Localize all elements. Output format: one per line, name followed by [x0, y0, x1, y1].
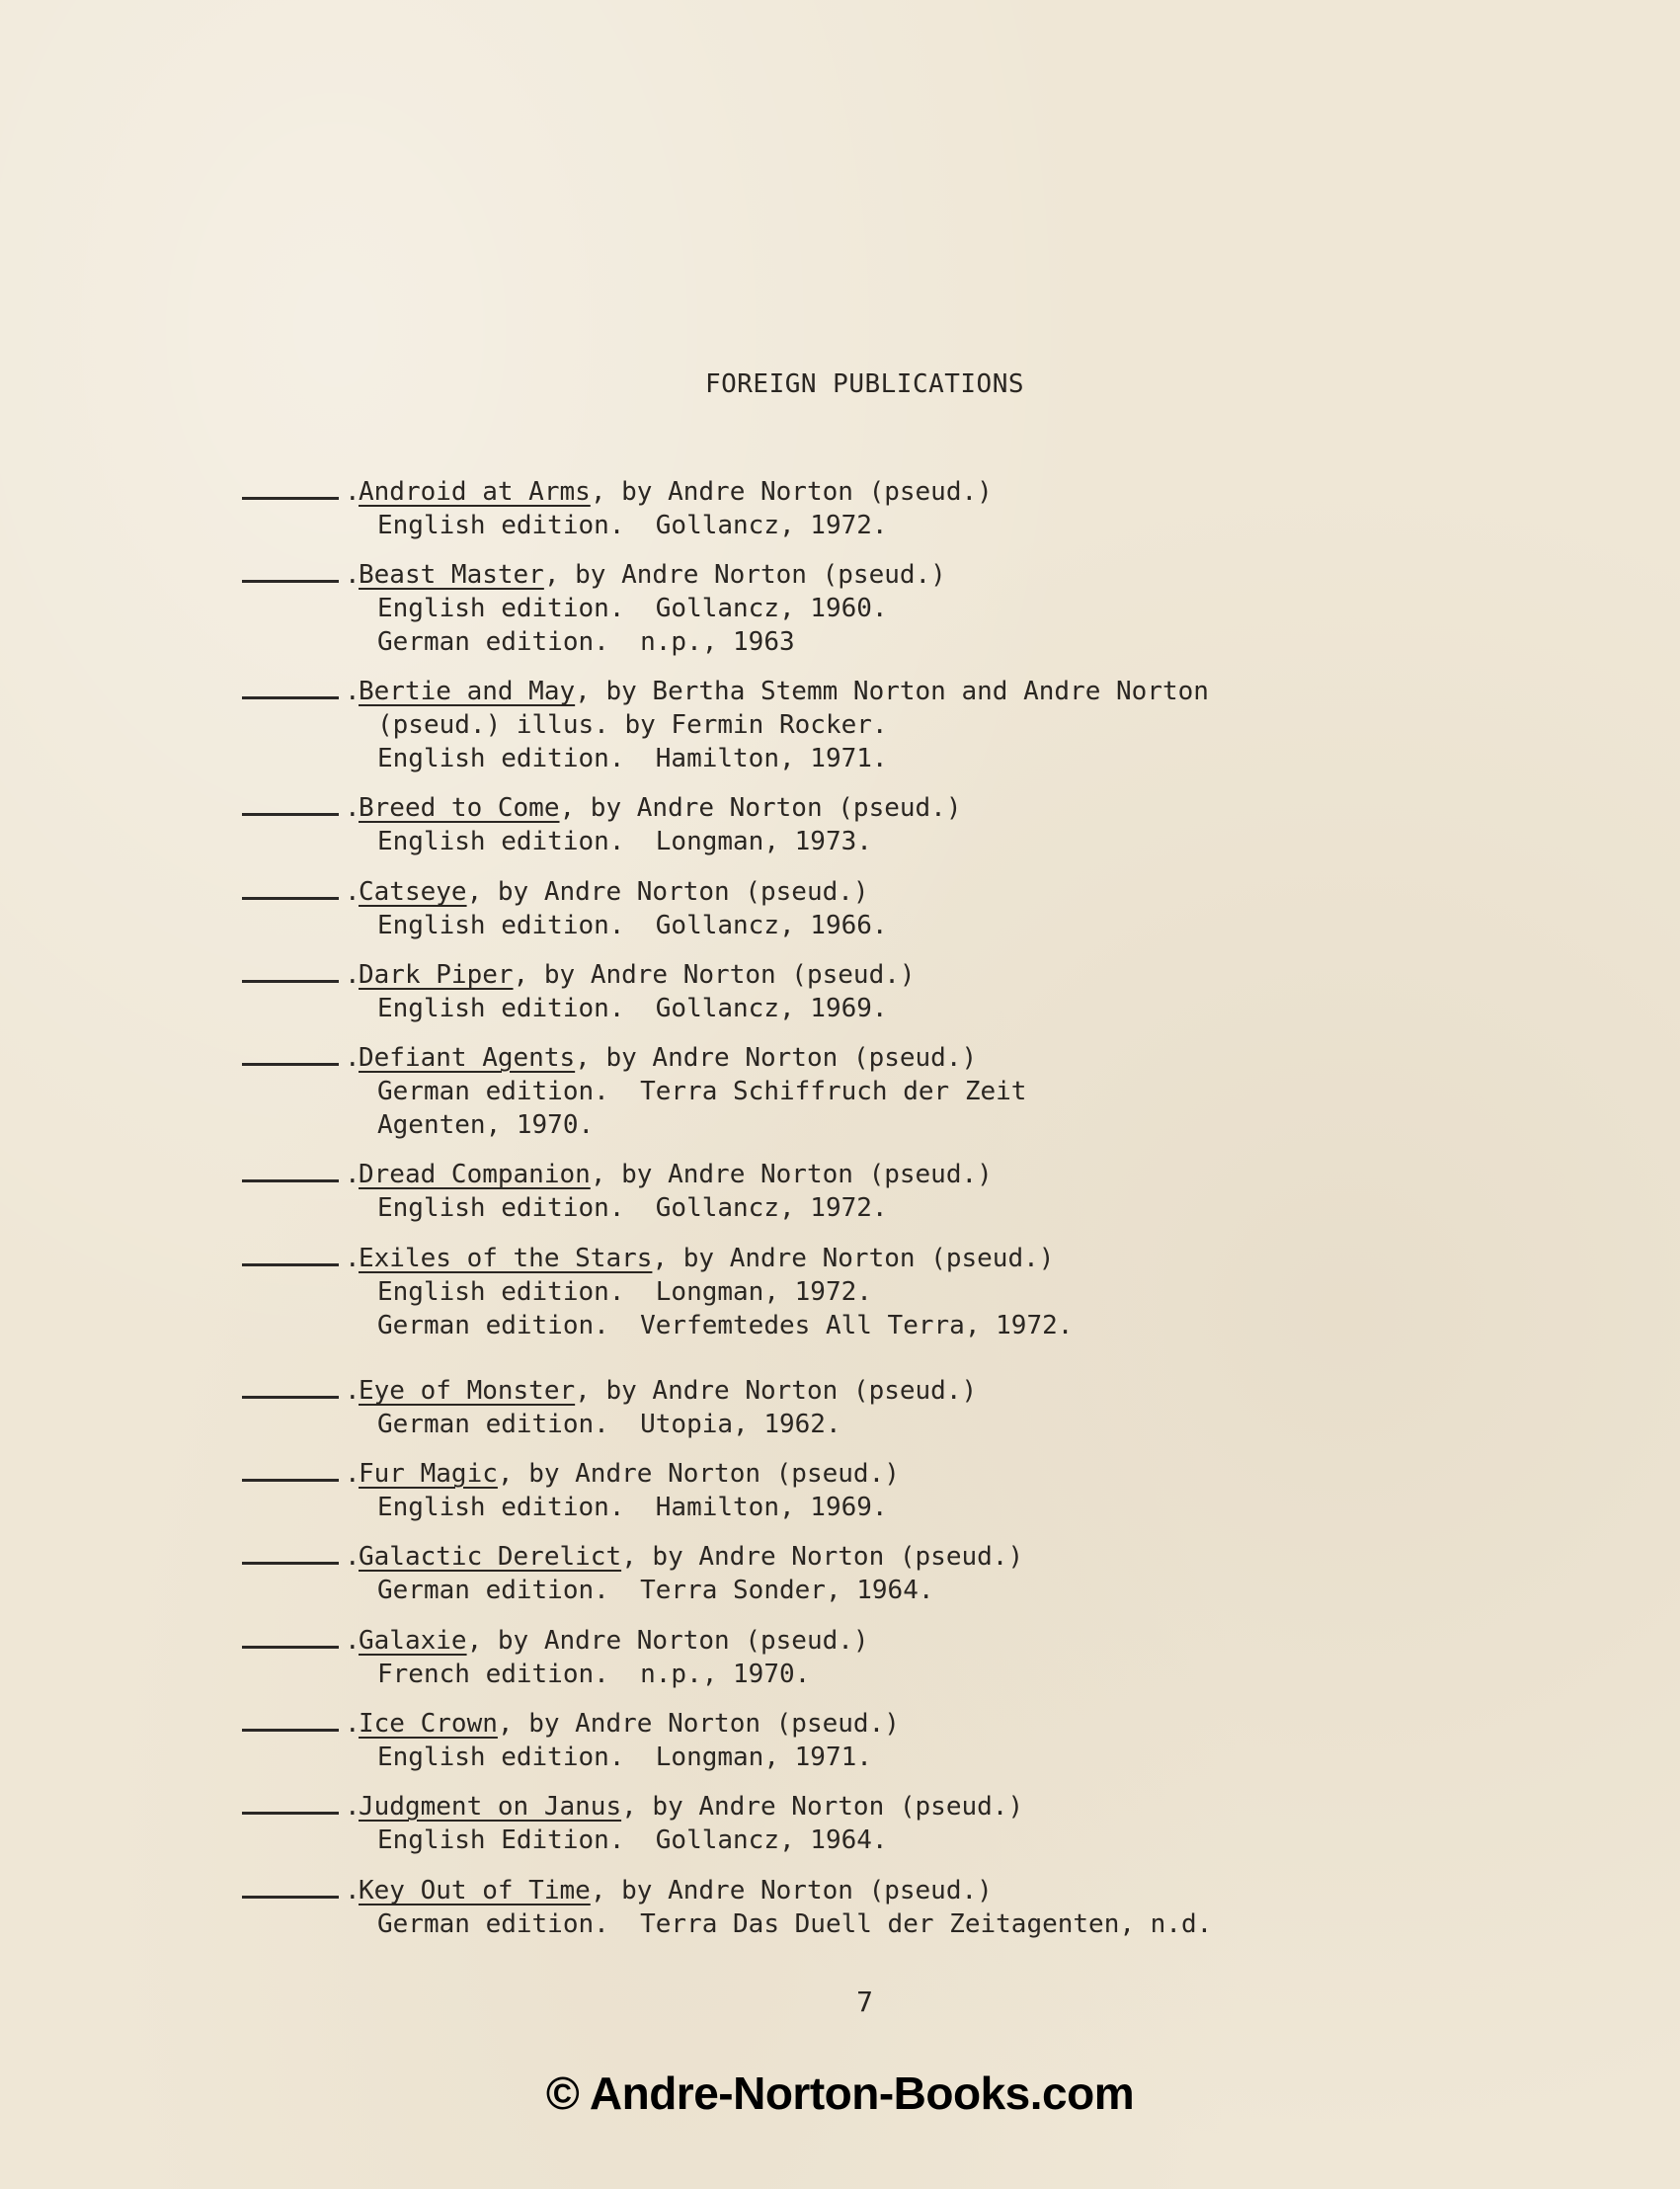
- blank-period: .: [345, 560, 360, 590]
- author-credit: , by Andre Norton (pseud.): [466, 877, 869, 907]
- publication-entry: [242, 1536, 1348, 1607]
- book-title: Eye of Monster: [359, 1376, 576, 1406]
- edition-line: English edition. Gollancz, 1972.: [377, 511, 888, 540]
- publication-entry: [242, 787, 1348, 858]
- checkmark-blank: [242, 1453, 339, 1482]
- edition-line: English edition. Gollancz, 1960.: [377, 594, 888, 623]
- publication-entry: [242, 554, 1348, 659]
- author-credit: , by Andre Norton (pseud.): [497, 1709, 900, 1739]
- checkmark-blank: [242, 1536, 339, 1565]
- edition-line: English edition. Gollancz, 1966.: [377, 911, 888, 940]
- author-credit: , by Andre Norton (pseud.): [466, 1626, 869, 1656]
- entry-first-line: [242, 1453, 1348, 1491]
- author-credit: , by Andre Norton (pseud.): [513, 960, 916, 990]
- publication-entry: [242, 471, 1348, 542]
- entry-first-line: [242, 471, 1348, 509]
- entry-first-line: [242, 1154, 1348, 1191]
- book-title: Breed to Come: [359, 793, 560, 823]
- edition-line: English edition. Longman, 1971.: [377, 1743, 872, 1772]
- edition-line: French edition. n.p., 1970.: [377, 1660, 811, 1689]
- checkmark-blank: [242, 1620, 339, 1649]
- blank-period: .: [345, 1709, 360, 1739]
- book-title: Catseye: [359, 877, 467, 907]
- blank-period: .: [345, 1626, 360, 1656]
- publication-entry: [242, 1870, 1348, 1941]
- book-title: Bertie and May: [359, 677, 576, 706]
- entry-first-line: [242, 871, 1348, 909]
- blank-period: .: [345, 960, 360, 990]
- checkmark-blank: [242, 1703, 339, 1732]
- blank-period: .: [345, 877, 360, 907]
- blank-period: .: [345, 1459, 360, 1489]
- book-title: Judgment on Janus: [359, 1792, 622, 1822]
- page-title: FOREIGN PUBLICATIONS: [704, 369, 1025, 399]
- author-credit: , by Andre Norton (pseud.): [543, 560, 946, 590]
- publication-entry: [242, 1453, 1348, 1524]
- edition-line: English edition. Gollancz, 1972.: [377, 1193, 888, 1223]
- author-credit: , by Andre Norton (pseud.): [559, 793, 962, 823]
- copyright-watermark: © Andre-Norton-Books.com: [545, 2067, 1135, 2119]
- book-title: Exiles of the Stars: [359, 1244, 653, 1273]
- edition-line: German edition. Verfemtedes All Terra, 1972.: [377, 1311, 1074, 1340]
- blank-period: .: [345, 677, 360, 706]
- blank-period: .: [345, 1244, 360, 1273]
- book-title: Galactic Derelict: [359, 1542, 622, 1572]
- author-credit: , by Andre Norton (pseud.): [621, 1792, 1024, 1822]
- publication-entry: [242, 1703, 1348, 1774]
- blank-period: .: [345, 793, 360, 823]
- publication-entry: [242, 1786, 1348, 1857]
- edition-line: German edition. n.p., 1963: [377, 627, 795, 657]
- checkmark-blank: [242, 1037, 339, 1066]
- book-title: Galaxie: [359, 1626, 467, 1656]
- checkmark-blank: [242, 671, 339, 699]
- blank-period: .: [345, 1876, 360, 1905]
- entry-first-line: [242, 671, 1348, 708]
- edition-line: Agenten, 1970.: [377, 1110, 595, 1140]
- author-credit: , by Andre Norton (pseud.): [590, 1876, 993, 1905]
- publication-entry: [242, 871, 1348, 942]
- publication-entry: [242, 1238, 1348, 1342]
- author-credit: , by Andre Norton (pseud.): [575, 1376, 978, 1406]
- publication-entry: [242, 1620, 1348, 1691]
- blank-period: .: [345, 1542, 360, 1572]
- author-credit: , by Andre Norton (pseud.): [621, 1542, 1024, 1572]
- entry-first-line: [242, 554, 1348, 592]
- edition-line: English edition. Longman, 1972.: [377, 1277, 872, 1307]
- author-credit: , by Andre Norton (pseud.): [575, 1043, 978, 1073]
- edition-line: German edition. Terra Schiffruch der Zeit: [377, 1077, 1027, 1106]
- book-title: Fur Magic: [359, 1459, 498, 1489]
- book-title: Dark Piper: [359, 960, 514, 990]
- checkmark-blank: [242, 871, 339, 900]
- publication-entry: [242, 1037, 1348, 1142]
- publication-entry: [242, 1154, 1348, 1225]
- edition-line: English edition. Hamilton, 1969.: [377, 1493, 888, 1522]
- author-credit: , by Bertha Stemm Norton and Andre Norton: [575, 677, 1209, 706]
- edition-line: German edition. Utopia, 1962.: [377, 1410, 841, 1439]
- entry-first-line: [242, 1620, 1348, 1658]
- book-title: Beast Master: [359, 560, 544, 590]
- edition-line: (pseud.) illus. by Fermin Rocker.: [377, 710, 888, 740]
- entry-first-line: [242, 1536, 1348, 1574]
- entry-first-line: [242, 1370, 1348, 1408]
- publication-entry: [242, 671, 1348, 775]
- book-title: Dread Companion: [359, 1160, 591, 1189]
- blank-period: .: [345, 477, 360, 507]
- entry-first-line: [242, 1703, 1348, 1741]
- edition-line: German edition. Terra Sonder, 1964.: [377, 1576, 934, 1605]
- author-credit: , by Andre Norton (pseud.): [590, 1160, 993, 1189]
- entry-first-line: [242, 1037, 1348, 1075]
- edition-line: English edition. Gollancz, 1969.: [377, 994, 888, 1023]
- entry-first-line: [242, 1238, 1348, 1275]
- blank-period: .: [345, 1792, 360, 1822]
- entry-first-line: [242, 787, 1348, 825]
- edition-line: English edition. Longman, 1973.: [377, 827, 872, 856]
- edition-line: German edition. Terra Das Duell der Zeitagenten, n.d.: [377, 1909, 1213, 1939]
- publication-entry: [242, 1370, 1348, 1441]
- checkmark-blank: [242, 1870, 339, 1899]
- book-title: Android at Arms: [359, 477, 591, 507]
- checkmark-blank: [242, 1370, 339, 1399]
- author-credit: , by Andre Norton (pseud.): [652, 1244, 1055, 1273]
- entry-first-line: [242, 1870, 1348, 1907]
- edition-line: English edition. Hamilton, 1971.: [377, 744, 888, 773]
- author-credit: , by Andre Norton (pseud.): [497, 1459, 900, 1489]
- blank-period: .: [345, 1043, 360, 1073]
- book-title: Defiant Agents: [359, 1043, 576, 1073]
- entry-first-line: [242, 954, 1348, 992]
- checkmark-blank: [242, 471, 339, 500]
- checkmark-blank: [242, 554, 339, 583]
- checkmark-blank: [242, 954, 339, 983]
- blank-period: .: [345, 1376, 360, 1406]
- book-title: Key Out of Time: [359, 1876, 591, 1905]
- book-title: Ice Crown: [359, 1709, 498, 1739]
- entry-first-line: [242, 1786, 1348, 1824]
- checkmark-blank: [242, 1238, 339, 1266]
- checkmark-blank: [242, 1154, 339, 1182]
- author-credit: , by Andre Norton (pseud.): [590, 477, 993, 507]
- checkmark-blank: [242, 1786, 339, 1815]
- checkmark-blank: [242, 787, 339, 816]
- page-number: 7: [856, 1986, 873, 2018]
- edition-line: English Edition. Gollancz, 1964.: [377, 1825, 888, 1855]
- blank-period: .: [345, 1160, 360, 1189]
- publication-entry: [242, 954, 1348, 1025]
